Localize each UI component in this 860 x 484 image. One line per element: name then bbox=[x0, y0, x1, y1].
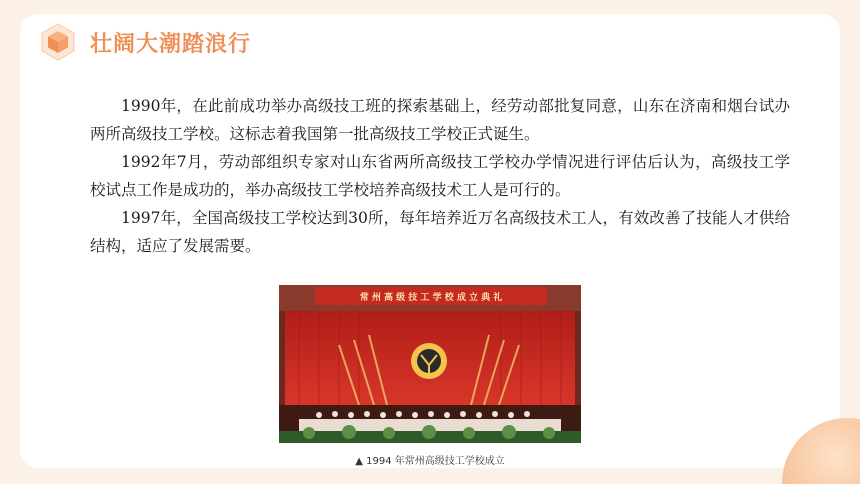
ceremony-photo bbox=[279, 285, 581, 443]
paragraph-1997: 1997年，全国高级技工学校达到30所，每年培养近万名高级技术工人，有效改善了技能人才供给结构，适应了发展需要。 bbox=[90, 209, 790, 255]
slide-header bbox=[38, 22, 251, 62]
article-body bbox=[90, 92, 790, 260]
hexagon-cube-icon bbox=[38, 22, 78, 62]
paragraph-1992: 1992年7月，劳动部组织专家对山东省两所高级技工学校办学情况进行评估后认为，高级技工学校试点工作是成功的，举办高级技工学校培养高级技术工人是可行的。 bbox=[90, 153, 790, 199]
banner-text: 常 州 高 级 技 工 学 校 成 立 典 礼 bbox=[359, 293, 503, 303]
page-title: 壮阔大潮踏浪行 bbox=[90, 31, 252, 57]
paragraph-1990: 1990年，在此前成功举办高级技工班的探索基础上，经劳动部批复同意，山东在济南和烟台试办两所高级技工学校。这标志着我国第一批高级技工学校正式诞生。 bbox=[90, 97, 790, 143]
photo-caption: ▲ 1994 年常州高级技工学校成立 bbox=[355, 456, 505, 467]
